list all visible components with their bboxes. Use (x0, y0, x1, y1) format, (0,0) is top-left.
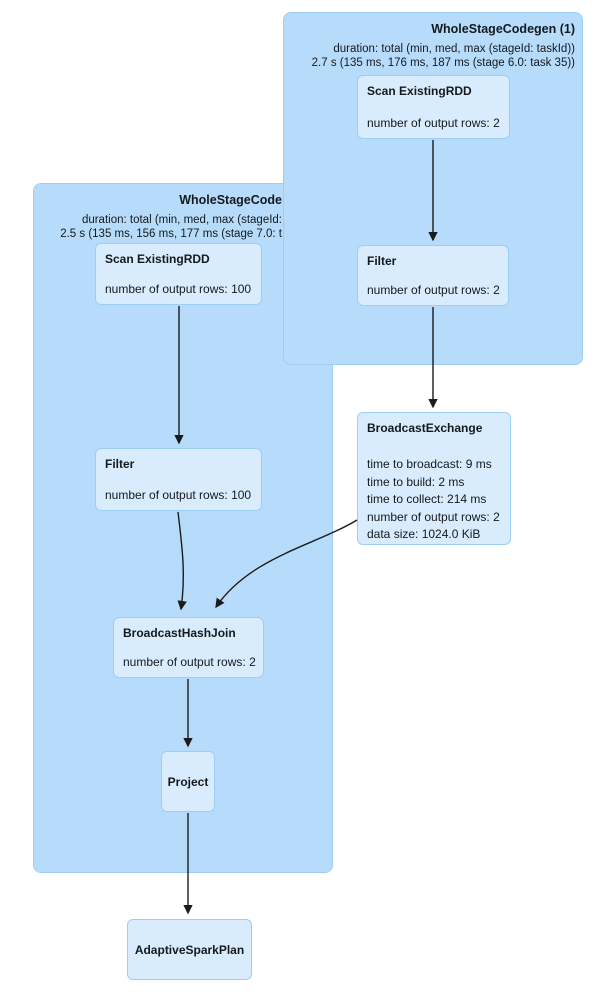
node-broadcast-exchange[interactable] (357, 412, 511, 545)
node-filter-2[interactable] (95, 448, 262, 511)
cluster-duration (312, 43, 575, 70)
node-title: Filter (367, 254, 397, 268)
cluster-label (60, 193, 282, 241)
node-project[interactable] (161, 751, 215, 812)
cluster-title: WholeStageCodegen (1) (431, 22, 575, 36)
node-scan-existingrdd-1[interactable] (357, 75, 510, 139)
node-metric: number of output rows: 2 (123, 655, 256, 669)
cluster-label (312, 22, 575, 70)
node-metric: number of output rows: 100 (105, 488, 252, 502)
node-metric: data size: 1024.0 KiB (367, 527, 481, 542)
node-scan-existingrdd-2[interactable] (95, 243, 262, 305)
duration-label-line: duration: total (min, med, max (stageId: (81, 214, 282, 226)
node-metric: time to build: 2 ms (367, 474, 465, 489)
cluster-wholestagecodegen-1 (283, 12, 583, 365)
node-title: Scan ExistingRDD (367, 84, 472, 98)
node-title: BroadcastExchange (367, 421, 483, 435)
node-metrics (367, 456, 501, 544)
node-metric: number of output rows: 2 (367, 283, 500, 297)
duration-value-line: 2.5 s (135 ms, 156 ms, 177 ms (stage 7.0: t (60, 227, 282, 240)
node-metric: number of output rows: 2 (367, 116, 500, 130)
node-title: AdaptiveSparkPlan (134, 942, 245, 957)
cluster-title: WholeStageCode (179, 193, 282, 207)
node-metric: number of output rows: 100 (105, 282, 252, 296)
node-metric: time to collect: 214 ms (367, 492, 487, 507)
node-filter-1[interactable] (357, 245, 509, 306)
node-title: Filter (105, 457, 135, 471)
node-title: BroadcastHashJoin (123, 626, 236, 640)
node-metric: number of output rows: 2 (367, 509, 500, 524)
node-broadcast-hash-join[interactable] (113, 617, 264, 678)
node-metric: time to broadcast: 9 ms (367, 457, 492, 471)
node-title: Project (167, 774, 209, 789)
node-adaptive-spark-plan[interactable] (127, 919, 252, 980)
duration-value-line: 2.7 s (135 ms, 176 ms, 187 ms (stage 6.0: task 35)) (311, 56, 575, 69)
cluster-duration (60, 214, 282, 241)
node-title: Scan ExistingRDD (105, 252, 210, 266)
duration-label-line: duration: total (min, med, max (stageId: taskId)) (333, 43, 575, 55)
